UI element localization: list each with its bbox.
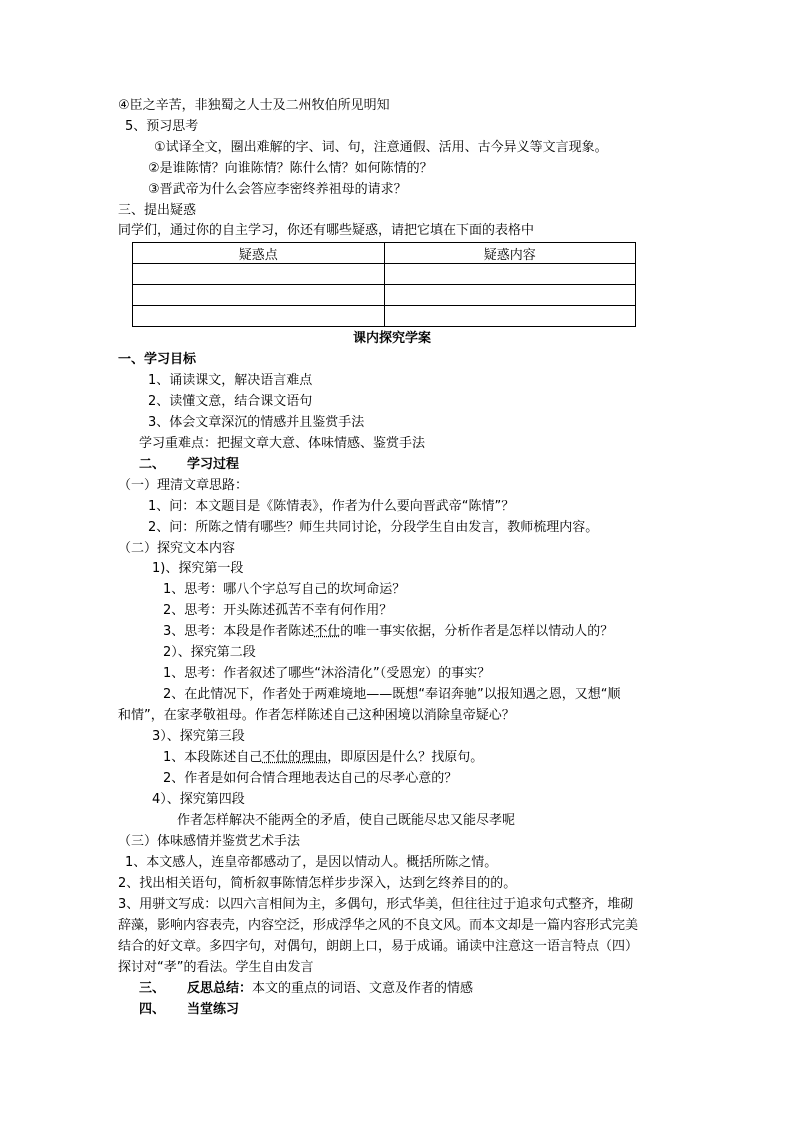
- goals-heading: 一、学习目标: [118, 352, 197, 367]
- paragraph-1-question-3: [163, 622, 613, 642]
- part-3-item-2: 2、找出相关语句，简析叙事陈情怎样步步深入，达到乞终养目的的。: [118, 876, 517, 891]
- underlined-text: 不仕: [314, 624, 341, 639]
- table-row: [133, 285, 636, 306]
- paragraph-3-heading: 3）、探究第三段: [152, 729, 245, 744]
- table-cell[interactable]: [384, 306, 636, 327]
- underlined-text: 不仕的理由: [262, 750, 328, 765]
- paragraph-3-question-2: 2、作者是如何合情合理地表达自己的尽孝心意的？: [163, 771, 458, 786]
- preview-item-4: ④臣之辛苦，非独蜀之人士及二州牧伯所见明知: [118, 98, 390, 113]
- text-segment: 3、思考：本段是作者陈述: [163, 624, 315, 639]
- paragraph-4-question: 作者怎样解决不能两全的矛盾，使自己既能尽忠又能尽孝呢: [177, 813, 516, 828]
- part-3-item-3-line-3: 结合的好文章。多四字句，对偶句，朗朗上口，易于成诵。诵读中注意这一语言特点（四）: [118, 939, 639, 954]
- text-segment: 1、本段陈述自己: [163, 750, 263, 765]
- table-header-row: [133, 243, 636, 264]
- table-row: [133, 306, 636, 327]
- part-3-heading: （三）体味感情并鉴赏艺术手法: [118, 834, 301, 849]
- process-heading: 学习过程: [187, 457, 240, 472]
- goal-3: 3、体会文章深沉的情感并且鉴赏手法: [148, 415, 365, 430]
- preview-heading: 5、预习思考: [125, 119, 199, 134]
- paragraph-2-heading: 2）、探究第二段: [163, 645, 256, 660]
- part-3-item-1: 1、本文感人，连皇帝都感动了，是因以情动人。概括所陈之情。: [125, 855, 498, 870]
- table-row: [133, 264, 636, 285]
- doubt-table: [132, 242, 636, 327]
- doubt-instruction: 同学们，通过你的自主学习，你还有哪些疑惑，请把它填在下面的表格中: [118, 223, 535, 238]
- preview-question-1: ①试译全文，圈出难解的字、词、句，注意通假、活用、古今异义等文言现象。: [154, 140, 608, 155]
- goal-1: 1、诵读课文，解决语言难点: [148, 373, 313, 388]
- table-cell[interactable]: [133, 285, 385, 306]
- preview-question-3: ③晋武帝为什么会答应李密终养祖母的请求？: [148, 182, 407, 197]
- goal-2: 2、读懂文意，结合课文语句: [148, 394, 313, 409]
- text-segment: ，即原因是什么？找原句。: [327, 750, 484, 765]
- part-3-item-3: 3、用骈文写成：以四六言相间为主，多偶句，形式华美，但往往过于追求句式整齐，堆砌: [118, 897, 634, 912]
- part-3-item-3-line-2: 辞藻，影响内容表壳，内容空泛，形成浮华之风的不良文风。而本文却是一篇内容形式完美: [118, 918, 639, 933]
- paragraph-3-question-1: [163, 748, 483, 768]
- paragraph-1-question-2: 2、思考：开头陈述孤苦不幸有何作用？: [163, 603, 393, 618]
- table-cell[interactable]: [384, 264, 636, 285]
- preview-question-2: ②是谁陈情？向谁陈情？陈什么情？如何陈情的？: [148, 161, 433, 176]
- part-1-question-1: 1、问：本文题目是《陈情表》，作者为什么要向晋武帝“陈情”？: [148, 499, 515, 514]
- paragraph-1-question-1: 1、思考：哪八个字总写自己的坎坷命运？: [163, 582, 406, 597]
- summary-label: 反思总结：: [187, 981, 253, 996]
- part-1-question-2: 2、问：所陈之情有哪些？师生共同讨论，分段学生自由发言，教师梳理内容。: [148, 520, 599, 535]
- table-cell[interactable]: [133, 264, 385, 285]
- practice-heading-number: 四、: [139, 1002, 166, 1017]
- paragraph-1-heading: 1)、探究第一段: [152, 561, 244, 576]
- part-1-heading: （一）理清文章思路：: [118, 478, 249, 493]
- table-header-cell: 疑惑点: [133, 243, 385, 264]
- paragraph-2-question-2: 2、在此情况下，作者处于两难境地——既想“奉诏奔驰”以报知遇之恩，又想“顺: [163, 687, 621, 702]
- practice-heading: 当堂练习: [187, 1002, 240, 1017]
- paragraph-4-heading: 4）、探究第四段: [152, 792, 245, 807]
- paragraph-2-question-2-cont: 和情”，在家孝敬祖母。作者怎样陈述自己这种困境以消除皇帝疑心？: [118, 708, 515, 723]
- table-cell[interactable]: [384, 285, 636, 306]
- section-three-heading: 三、提出疑惑: [118, 203, 197, 218]
- paragraph-2-question-1: 1、思考：作者叙述了哪些“沐浴清化”（受恩宠）的事实？: [163, 666, 491, 681]
- summary-line: [187, 979, 473, 999]
- summary-text: 本文的重点的词语、文意及作者的情感: [252, 981, 474, 996]
- key-points: 学习重难点：把握文章大意、体味情感、鉴赏手法: [139, 436, 426, 451]
- table-cell[interactable]: [133, 306, 385, 327]
- page-title: 课内探究学案: [353, 331, 432, 346]
- summary-heading-number: 三、: [139, 981, 166, 996]
- text-segment: 的唯一事实依据，分析作者是怎样以情动人的？: [340, 624, 614, 639]
- table-header-cell: 疑惑内容: [384, 243, 636, 264]
- part-2-heading: （二）探究文本内容: [118, 541, 236, 556]
- part-3-item-3-line-4: 探讨对“孝”的看法。学生自由发言: [118, 960, 314, 975]
- process-heading-number: 二、: [139, 457, 166, 472]
